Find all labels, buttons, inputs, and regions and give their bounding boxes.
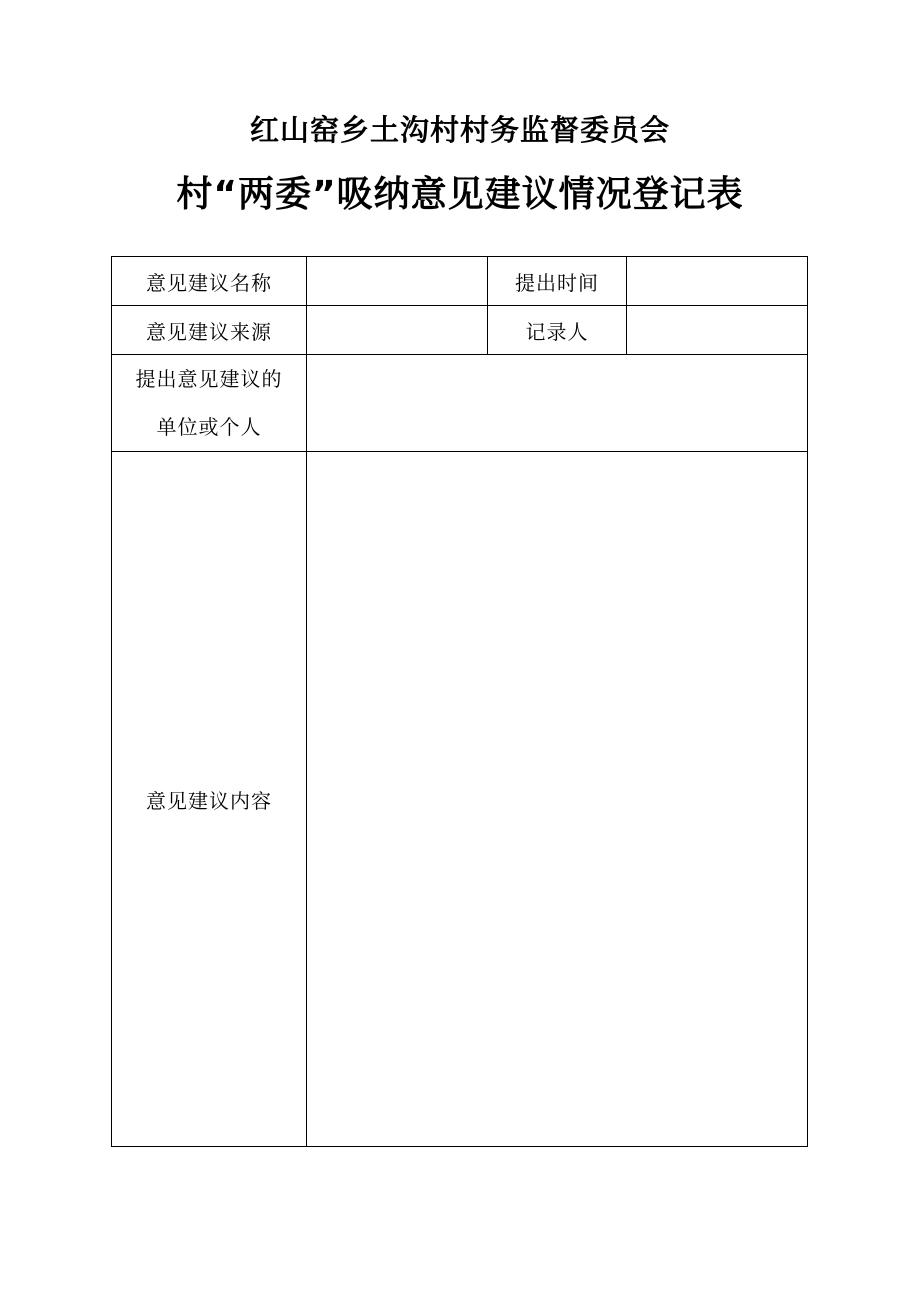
content-field[interactable] bbox=[307, 452, 808, 1147]
content-label: 意见建议内容 bbox=[112, 452, 307, 1147]
suggestion-source-field[interactable] bbox=[307, 306, 488, 355]
form-row-name-time bbox=[112, 257, 808, 306]
registration-form-table bbox=[111, 256, 808, 1147]
organization-title: 红山窑乡土沟村村务监督委员会 bbox=[249, 113, 670, 147]
recorder-field[interactable] bbox=[627, 306, 808, 355]
recorder-label: 记录人 bbox=[488, 306, 627, 355]
form-title: 村“两委”吸纳意见建议情况登记表 bbox=[176, 174, 744, 215]
submit-time-field[interactable] bbox=[627, 257, 808, 306]
submit-time-label: 提出时间 bbox=[488, 257, 627, 306]
form-row-submitter bbox=[112, 355, 808, 452]
suggestion-source-label: 意见建议来源 bbox=[112, 306, 307, 355]
form-row-source-recorder bbox=[112, 306, 808, 355]
suggestion-name-label: 意见建议名称 bbox=[112, 257, 307, 306]
submitter-field[interactable] bbox=[307, 355, 808, 452]
submitter-label bbox=[112, 355, 307, 452]
submitter-label-line2: 单位或个人 bbox=[156, 415, 262, 439]
suggestion-name-field[interactable] bbox=[307, 257, 488, 306]
form-row-content bbox=[112, 452, 808, 1147]
submitter-label-line1: 提出意见建议的 bbox=[135, 367, 283, 391]
